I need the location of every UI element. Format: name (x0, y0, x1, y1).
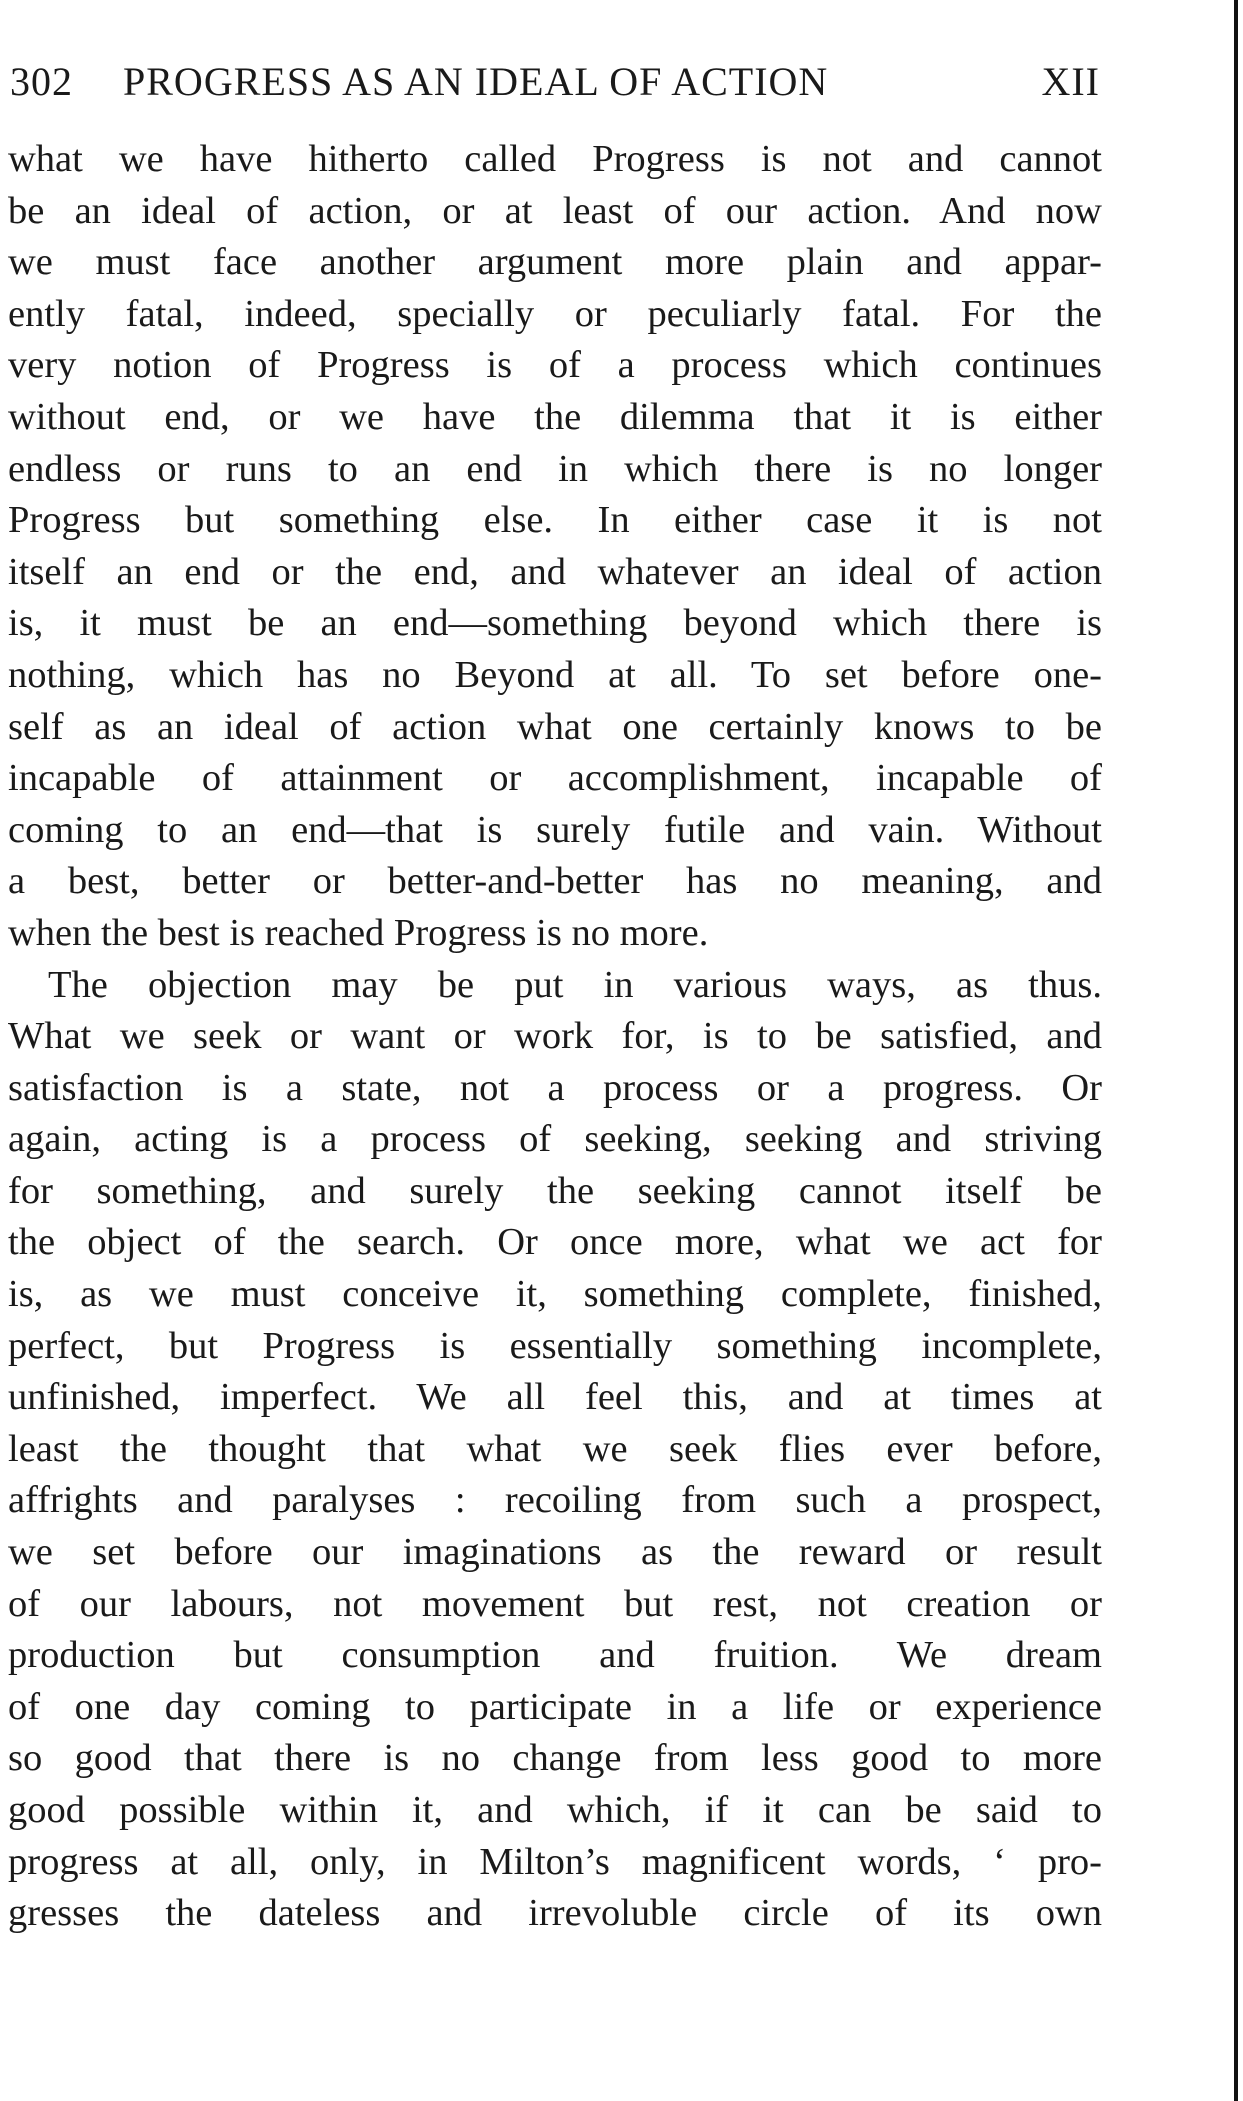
text-line: a best, better or better-and-better has no meaning, and (8, 860, 1102, 903)
text-line: least the thought that what we seek flies ever before, (8, 1427, 1102, 1470)
text-line: The objection may be put in various ways, as thus. (48, 963, 1102, 1006)
text-line: self as an ideal of action what one certainly knows to be (8, 705, 1102, 748)
text-line: we set before our imaginations as the reward or result (8, 1531, 1102, 1574)
text-line: again, acting is a process of seeking, seeking and striving (8, 1118, 1102, 1161)
text-line: Progress but something else. In either case it is not (8, 499, 1102, 542)
paragraph (8, 134, 1102, 960)
text-line: for something, and surely the seeking cannot itself be (8, 1169, 1102, 1212)
text-line: of our labours, not movement but rest, not creation or (8, 1582, 1102, 1625)
text-line: affrights and paralyses : recoiling from such a prospect, (8, 1479, 1102, 1522)
page-edge-rule (1234, 0, 1238, 2101)
text-line: be an ideal of action, or at least of our action. And now (8, 189, 1102, 232)
text-line: nothing, which has no Beyond at all. To set before one- (8, 653, 1102, 696)
text-line: itself an end or the end, and whatever an ideal of action (8, 550, 1102, 593)
text-line: of one day coming to participate in a life or experience (8, 1685, 1102, 1728)
text-line: when the best is reached Progress is no more. (8, 911, 709, 954)
text-line: production but consumption and fruition. We dream (8, 1634, 1102, 1677)
text-line: endless or runs to an end in which there is no longer (8, 447, 1102, 490)
paragraph (8, 960, 1102, 1940)
text-line: very notion of Progress is of a process which continues (8, 344, 1102, 387)
text-line: is, it must be an end—something beyond which there is (8, 602, 1102, 645)
text-line: progress at all, only, in Milton’s magnificent words, ‘ pro- (8, 1840, 1102, 1883)
text-line: the object of the search. Or once more, what we act for (8, 1221, 1102, 1264)
running-header (10, 52, 1100, 112)
text-line: coming to an end—that is surely futile and vain. Without (8, 808, 1102, 851)
text-line: we must face another argument more plain and appar- (8, 241, 1102, 284)
body-text (8, 134, 1102, 1940)
text-line: without end, or we have the dilemma that it is either (8, 395, 1102, 438)
chapter-number: XII (1041, 59, 1100, 104)
text-line: good possible within it, and which, if it can be said to (8, 1789, 1102, 1831)
text-line: What we seek or want or work for, is to be satisfied, and (8, 1015, 1102, 1058)
text-line: so good that there is no change from less good to more (8, 1737, 1102, 1780)
text-line: is, as we must conceive it, something complete, finished, (8, 1273, 1102, 1316)
page-number: 302 (10, 59, 73, 104)
text-line: what we have hitherto called Progress is not and cannot (8, 138, 1102, 180)
text-line: incapable of attainment or accomplishment, incapable of (8, 757, 1102, 800)
text-line: unfinished, imperfect. We all feel this, and at times at (8, 1376, 1102, 1419)
text-line: satisfaction is a state, not a process or a progress. Or (8, 1066, 1102, 1109)
text-line: perfect, but Progress is essentially something incomplete, (8, 1324, 1102, 1367)
text-line: ently fatal, indeed, specially or peculiarly fatal. For the (8, 292, 1102, 335)
running-title: PROGRESS AS AN IDEAL OF ACTION (123, 59, 829, 104)
text-line: gresses the dateless and irrevoluble circle of its own (8, 1892, 1102, 1935)
